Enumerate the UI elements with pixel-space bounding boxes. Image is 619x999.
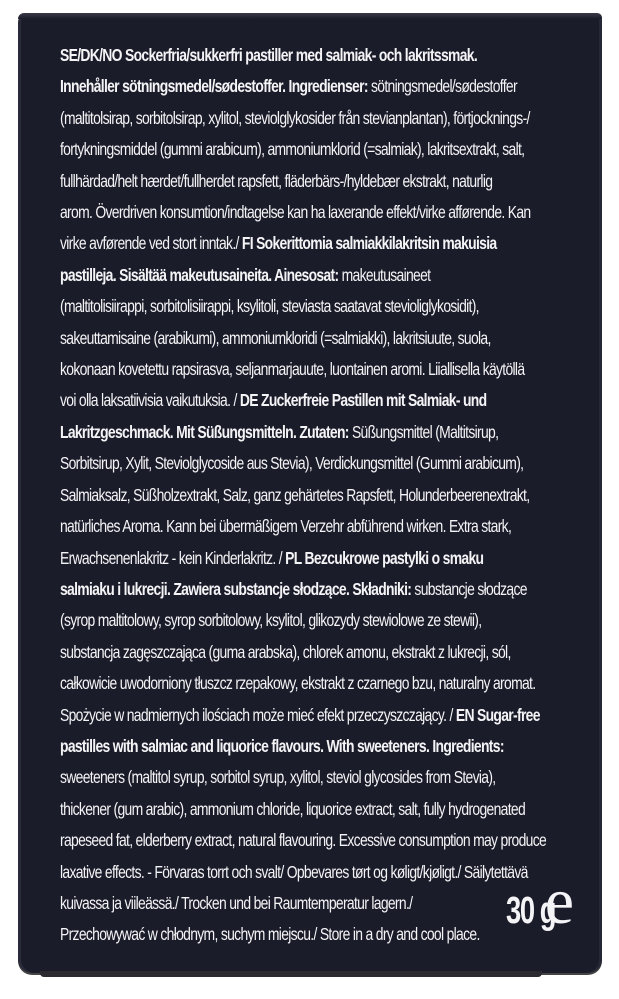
text-line xyxy=(60,354,608,385)
body-text: (maltitolsirap, sorbitolsirap, xylitol, steviolglykosider från stevianplantan), förtjocknings-/ xyxy=(60,107,530,128)
body-text: voi olla laksatiivisia vaikutuksia. / xyxy=(60,390,240,411)
bold-heading-text: FI Sokerittomia salmiakkilakritsin makuisia xyxy=(241,233,497,254)
body-text: (maltitolisiirappi, sorbitolisiirappi, ksylitoli, steviasta saatavat stevioliglykosidit), xyxy=(60,296,479,317)
bold-heading-text: Innehåller sötningsmedel/sødestoffer. Ingredienser: xyxy=(60,76,371,97)
bold-heading-text: DE Zuckerfreie Pastillen mit Salmiak- und xyxy=(239,390,487,411)
text-line xyxy=(60,731,608,762)
text-line xyxy=(60,574,608,605)
text-line xyxy=(60,228,608,259)
body-text: kokonaan kovetettu rapsirasva, seljanmarjauute, luontainen aromi. Liiallisella käytöllä xyxy=(60,359,525,380)
body-text: arom. Överdriven konsumtion/indtagelse kan ha laxerande effekt/virke afførende. Kan xyxy=(60,202,531,223)
body-text: substancja zagęszczająca (guma arabska), chlorek amonu, ekstrakt z lukrecji, sól, xyxy=(60,641,511,662)
product-package-back xyxy=(18,13,602,973)
text-line xyxy=(60,260,608,291)
bold-heading-text: PL Bezcukrowe pastylki o smaku xyxy=(285,547,484,568)
body-text: (syrop maltitolowy, syrop sorbitolowy, ksylitol, glikozydy stewiolowe ze stewii), xyxy=(60,610,482,631)
body-text: Spożycie w nadmiernych ilościach może mieć efekt przeczyszczający. / xyxy=(60,704,456,725)
ingredients-text-block xyxy=(60,40,608,951)
text-line xyxy=(60,700,608,731)
body-text: Sorbitsirup, Xylit, Steviolglycoside aus Stevia), Verdickungsmittel (Gummi arabicum), xyxy=(60,453,524,474)
text-line xyxy=(60,543,608,574)
text-line xyxy=(60,71,608,102)
bold-heading-text: EN Sugar-free xyxy=(455,704,540,725)
body-text: substancje słodzące xyxy=(414,578,527,599)
body-text: thickener (gum arabic), ammonium chloride, liquorice extract, salt, fully hydrogenated xyxy=(60,798,526,819)
text-line xyxy=(60,605,608,636)
net-weight: 30 g xyxy=(505,890,555,932)
body-text: virke avførende ved stort inntak./ xyxy=(60,233,242,254)
body-text: fortykningsmiddel (gummi arabicum), ammoniumklorid (=salmiak), lakritsextrakt, salt, xyxy=(60,139,525,160)
body-text: sötningsmedel/sødestoffer xyxy=(370,76,517,97)
text-line xyxy=(60,480,608,511)
body-text: rapeseed fat, elderberry extract, natural flavouring. Excessive consumption may produce xyxy=(60,830,547,851)
text-line xyxy=(60,103,608,134)
text-line xyxy=(60,794,608,825)
text-line xyxy=(60,417,608,448)
text-line xyxy=(60,197,608,228)
text-line xyxy=(60,291,608,322)
bold-heading-text: Lakritzgeschmack. Mit Süßungsmitteln. Zutaten: xyxy=(60,421,352,442)
text-line xyxy=(60,637,608,668)
body-text: laxative effects. - Förvaras torrt och svalt/ Opbevares tørt og køligt/kjøligt./ Säilytettävä xyxy=(60,861,528,882)
bold-heading-text: salmiaku i lukrecji. Zawiera substancje słodzące. Składniki: xyxy=(60,578,415,599)
body-text: kuivassa ja viileässä./ Trocken und bei Raumtemperatur lagern./ xyxy=(60,892,413,913)
body-text: całkowicie uwodorniony tłuszcz rzepakowy, ekstrakt z czarnego bzu, naturalny aromat. xyxy=(60,673,536,694)
body-text: makeutusaineet xyxy=(341,264,431,285)
text-line xyxy=(60,668,608,699)
body-text: Przechowywać w chłodnym, suchym miejscu./ Store in a dry and cool place. xyxy=(60,924,480,945)
bold-heading-text: pastilles with salmiac and liquorice flavours. With sweeteners. Ingredients: xyxy=(60,735,504,756)
body-text: sakeuttamisaine (arabikumi), ammoniumkloridi (=salmiakki), lakritsiuute, suola, xyxy=(60,327,491,348)
text-line xyxy=(60,166,608,197)
text-line xyxy=(60,448,608,479)
text-line xyxy=(60,134,608,165)
body-text: sweeteners (maltitol syrup, sorbitol syrup, xylitol, steviol glycosides from Stevia), xyxy=(60,767,496,788)
estimated-sign-icon: e xyxy=(544,865,574,938)
net-weight-mark xyxy=(487,865,574,938)
text-line xyxy=(60,825,608,856)
bold-heading-text: SE/DK/NO Sockerfria/sukkerfri pastiller med salmiak- och lakritssmak. xyxy=(60,45,478,65)
text-line xyxy=(60,385,608,416)
text-line xyxy=(60,762,608,793)
text-line xyxy=(60,511,608,542)
body-text: fullhärdad/helt hærdet/fullherdet rapsfett, fläderbärs-/hyldebær ekstrakt, naturlig xyxy=(60,170,493,191)
bold-heading-text: pastilleja. Sisältää makeutusaineita. Ainesosat: xyxy=(60,264,342,285)
body-text: Salmiaksalz, Süßholzextrakt, Salz, ganz gehärtetes Rapsfett, Holunderbeerenextrakt, xyxy=(60,484,530,505)
body-text: Süßungsmittel (Maltitsirup, xyxy=(351,421,499,442)
body-text: natürliches Aroma. Kann bei übermäßigem Verzehr abführend wirken. Extra stark, xyxy=(60,516,512,537)
text-line xyxy=(60,40,608,71)
text-line xyxy=(60,323,608,354)
body-text: Erwachsenenlakritz - kein Kinderlakritz. / xyxy=(60,547,286,568)
